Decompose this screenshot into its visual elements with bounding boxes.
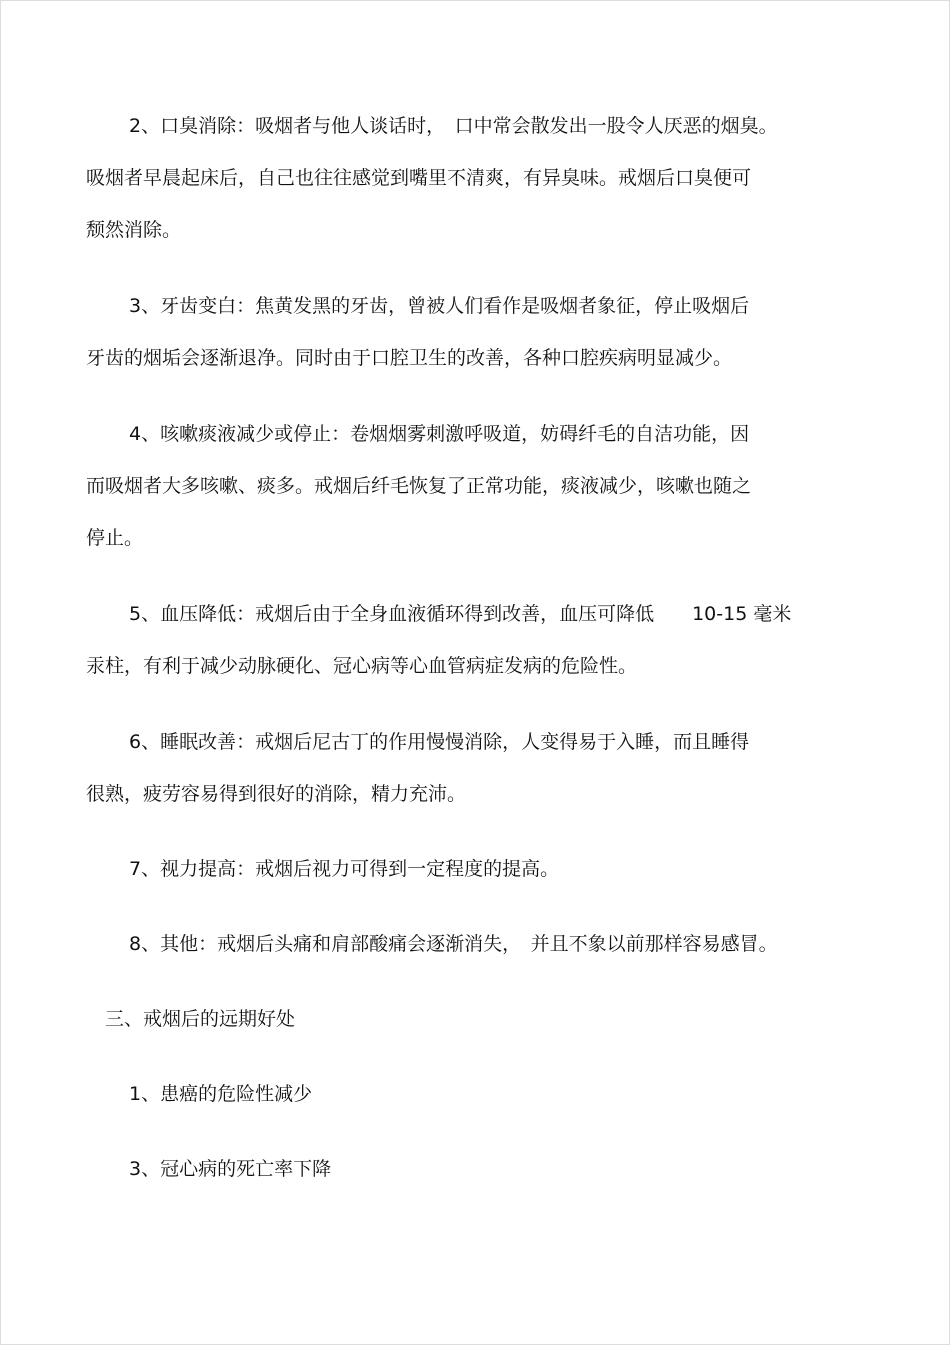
paragraph-cough [86,408,866,564]
paragraph-line: 4、咳嗽痰液减少或停止：卷烟烟雾刺激呼吸道，妨碍纤毛的自洁功能，因 [129,423,750,445]
document-body [86,100,866,1195]
paragraph-sleep [86,716,866,820]
paragraph-line: 而吸烟者大多咳嗽、痰多。戒烟后纤毛恢复了正常功能，痰液减少，咳嗽也随之 [86,475,752,497]
paragraph-bad-breath [86,100,866,256]
paragraph-line: 汞柱，有利于减少动脉硬化、冠心病等心血管病症发病的危险性。 [86,655,638,677]
section-heading-text: 三、戒烟后的远期好处 [105,1008,296,1030]
paragraph-vision [86,843,866,895]
paragraph-line: 3、牙齿变白：焦黄发黑的牙齿，曾被人们看作是吸烟者象征，停止吸烟后 [129,295,750,317]
paragraph-line: 7、视力提高：戒烟后视力可得到一定程度的提高。 [129,858,560,880]
paragraph-line: 很熟，疲劳容易得到很好的消除，精力充沛。 [86,783,467,805]
paragraph-line: 6、睡眠改善：戒烟后尼古丁的作用慢慢消除，人变得易于入睡，而且睡得 [129,731,750,753]
paragraph-line: 颓然消除。 [86,219,182,241]
list-item [86,1143,866,1195]
paragraph-blood-pressure [86,588,866,692]
paragraph-line: 停止。 [86,527,144,549]
paragraph-line: 8、其他：戒烟后头痛和肩部酸痛会逐渐消失， 并且不象以前那样容易感冒。 [129,933,778,955]
list-item [86,1068,866,1120]
list-item-text: 3、冠心病的死亡率下降 [129,1158,332,1180]
paragraph-line: 牙齿的烟垢会逐渐退净。同时由于口腔卫生的改善，各种口腔疾病明显减少。 [86,347,733,369]
paragraph-line: 5、血压降低：戒烟后由于全身血液循环得到改善，血压可降低 10-15 毫米 [129,603,792,625]
paragraph-teeth [86,280,866,384]
list-item-text: 1、患癌的危险性减少 [129,1083,313,1105]
section-heading [86,993,866,1045]
paragraph-other [86,918,866,970]
paragraph-line: 2、口臭消除：吸烟者与他人谈话时， 口中常会散发出一股令人厌恶的烟臭。 [129,115,778,137]
paragraph-line: 吸烟者早晨起床后，自己也往往感觉到嘴里不清爽，有异臭味。戒烟后口臭便可 [86,167,752,189]
